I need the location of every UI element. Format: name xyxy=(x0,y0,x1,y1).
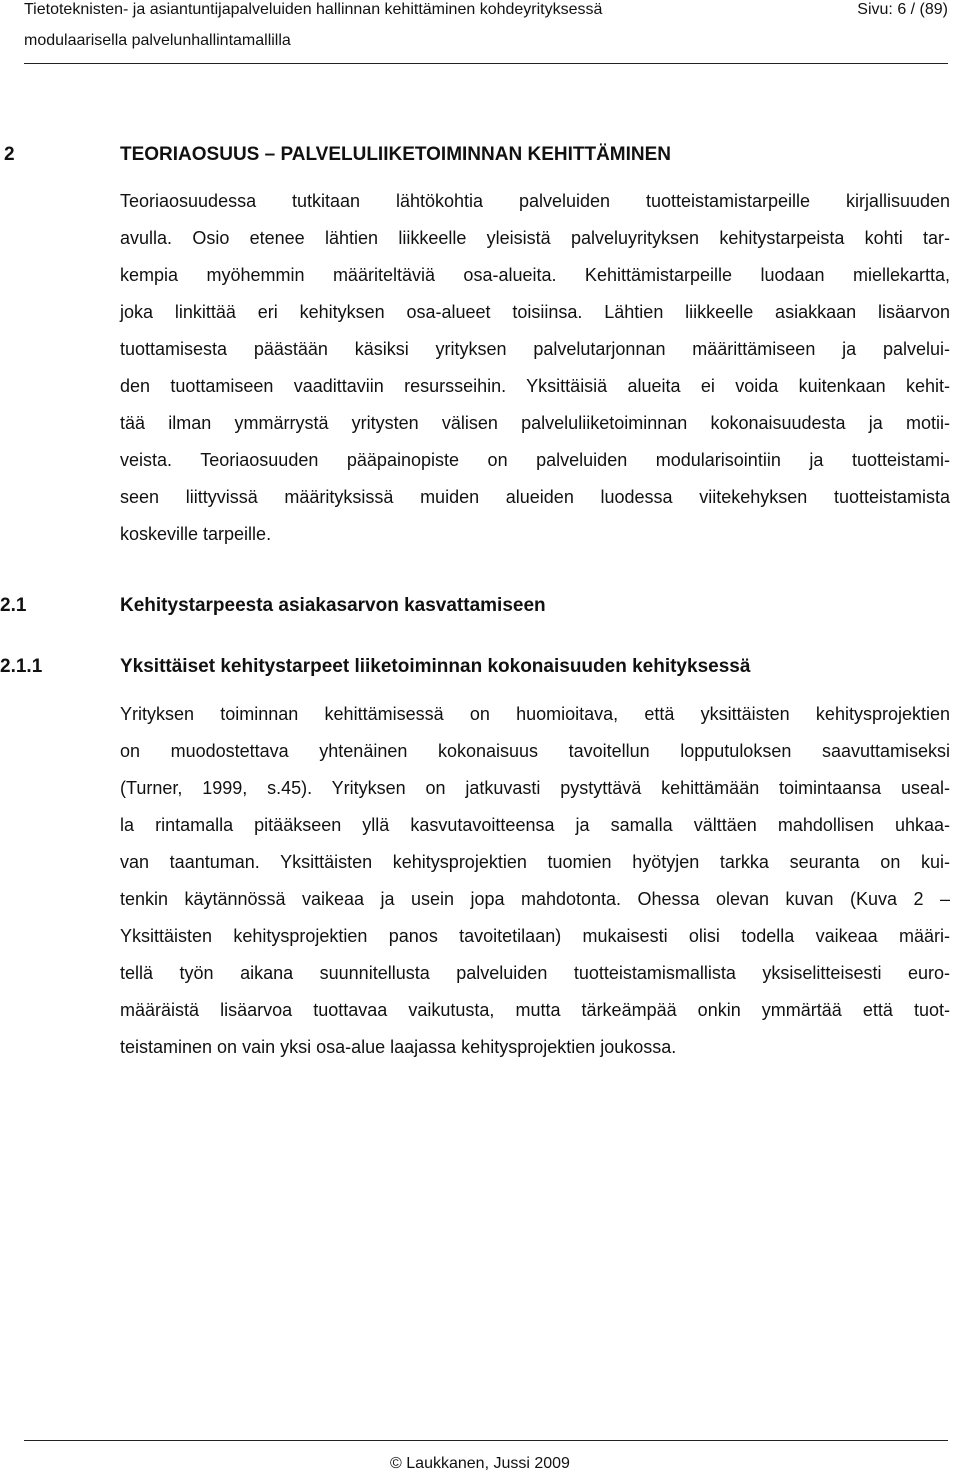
section-title: Kehitystarpeesta asiakasarvon kasvattamiseen xyxy=(120,595,546,616)
paragraph-line: seen liittyvissä määrityksissä muiden alueiden luodessa viitekehyksen tuotteistamista xyxy=(120,487,950,507)
paragraph-line: määräistä lisäarvoa tuottavaa vaikutusta, mutta tärkeämpää onkin ymmärtää että tuot- xyxy=(120,1000,950,1020)
header-divider xyxy=(24,63,948,64)
section-number: 2.1 xyxy=(0,595,27,616)
paragraph-line: joka linkittää eri kehityksen osa-alueet toisiinsa. Lähtien liikkeelle asiakkaan lisäarvon xyxy=(120,302,950,322)
section-title: Yksittäiset kehitystarpeet liiketoiminnan kokonaisuuden kehityksessä xyxy=(120,656,751,677)
paragraph-line: avulla. Osio etenee lähtien liikkeelle yleisistä palveluyrityksen kehitystarpeista kohti tar- xyxy=(120,228,950,248)
header-title-line2: modulaarisella palvelunhallintamallilla xyxy=(24,32,291,49)
footer-divider xyxy=(24,1440,948,1441)
paragraph-line: (Turner, 1999, s.45). Yrityksen on jatkuvasti pystyttävä kehittämään toimintaansa useal- xyxy=(120,778,950,798)
header-page-number: Sivu: 6 / (89) xyxy=(857,1,948,18)
footer-copyright: © Laukkanen, Jussi 2009 xyxy=(390,1455,570,1472)
page-header xyxy=(24,0,948,64)
header-title-line1: Tietoteknisten- ja asiantuntijapalveluiden hallinnan kehittäminen kohdeyrityksessä xyxy=(24,1,603,18)
paragraph-line: tellä työn aikana suunnitellusta palveluiden tuotteistamismallista yksiselitteisesti euro- xyxy=(120,963,950,983)
paragraph-line: van taantuman. Yksittäisten kehitysprojektien tuomien hyötyjen tarkka seuranta on kui- xyxy=(120,852,950,872)
paragraph-line: on muodostettava yhtenäinen kokonaisuus tavoitellun lopputuloksen saavuttamiseksi xyxy=(120,741,950,761)
section-title: TEORIAOSUUS – PALVELULIIKETOIMINNAN KEHITTÄMINEN xyxy=(120,144,672,165)
paragraph-line: teistaminen on vain yksi osa-alue laajassa kehitysprojektien joukossa. xyxy=(120,1037,677,1057)
paragraph-line: koskeville tarpeille. xyxy=(120,524,272,544)
section-number: 2 xyxy=(4,144,15,165)
paragraph-line: tuottamisesta päästään käsiksi yrityksen palvelutarjonnan määrittämiseen ja palvelui- xyxy=(120,339,950,359)
paragraph-line: la rintamalla pitääkseen yllä kasvutavoitteensa ja samalla välttäen mahdollisen uhkaa- xyxy=(120,815,950,835)
paragraph-line: tenkin käytännössä vaikeaa ja usein jopa mahdotonta. Ohessa olevan kuvan (Kuva 2 – xyxy=(120,889,950,909)
paragraph-line: veista. Teoriaosuuden pääpainopiste on palveluiden modularisointiin ja tuotteistami- xyxy=(120,450,950,470)
paragraph-line: Teoriaosuudessa tutkitaan lähtökohtia palveluiden tuotteistamistarpeille kirjallisuuden xyxy=(120,191,950,211)
paragraph-line: Yksittäisten kehitysprojektien panos tavoitetilaan) mukaisesti olisi todella vaikeaa määri- xyxy=(120,926,950,946)
paragraph-line: Yrityksen toiminnan kehittämisessä on huomioitava, että yksittäisten kehitysprojektien xyxy=(120,704,950,724)
paragraph-line: den tuottamiseen vaadittaviin resursseihin. Yksittäisiä alueita ei voida kuitenkaan kehit- xyxy=(120,376,950,396)
section-number: 2.1.1 xyxy=(0,656,43,677)
paragraph-line: kempia myöhemmin määriteltäviä osa-alueita. Kehittämistarpeille luodaan miellekartta, xyxy=(120,265,950,285)
paragraph-line: tää ilman ymmärrystä yritysten välisen palveluliiketoiminnan kokonaisuudesta ja motii- xyxy=(120,413,950,433)
